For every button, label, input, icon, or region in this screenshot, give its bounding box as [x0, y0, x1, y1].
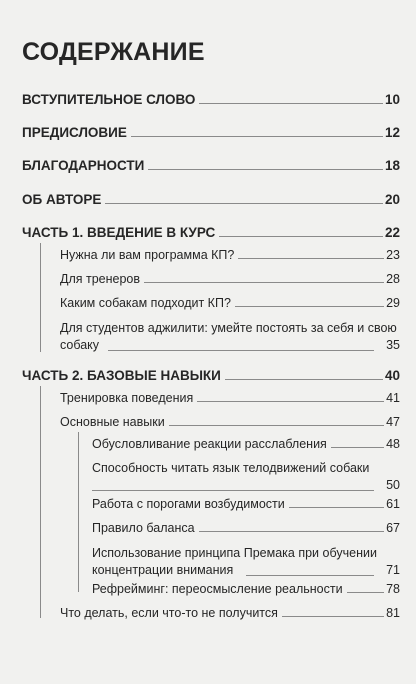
part2-bracket: [40, 386, 41, 618]
toc-entry-premack[interactable]: [92, 545, 400, 579]
toc-entry-behavior-training[interactable]: [60, 391, 400, 405]
toc-entry-relaxation[interactable]: [92, 437, 400, 451]
entry-text: ЧАСТЬ 2. БАЗОВЫЕ НАВЫКИ: [22, 368, 221, 383]
leader-line: [289, 507, 384, 508]
leader-line: [131, 136, 383, 137]
entry-page: 41: [386, 391, 400, 405]
toc-entry-troubleshooting[interactable]: [60, 606, 400, 620]
toc-entry-reframing[interactable]: [92, 582, 400, 596]
leader-line: [219, 236, 383, 237]
entry-text-line2: собаку: [60, 338, 100, 352]
entry-page: 61: [386, 497, 400, 511]
toc-entry-preface[interactable]: [22, 125, 400, 140]
entry-text-line1: Способность читать язык телодвижений собаки: [92, 461, 370, 475]
entry-text: Основные навыки: [60, 415, 165, 429]
entry-text: ЧАСТЬ 1. ВВЕДЕНИЕ В КУРС: [22, 225, 216, 240]
entry-text: Для тренеров: [60, 272, 141, 286]
entry-text: Работа с порогами возбудимости: [92, 497, 285, 511]
entry-page: 18: [384, 158, 400, 173]
entry-text: Тренировка поведения: [60, 391, 194, 405]
leader-line: [246, 575, 374, 576]
entry-page: 40: [384, 368, 400, 383]
toc-entry-which-dogs[interactable]: [60, 296, 400, 310]
entry-page: 67: [386, 521, 400, 535]
leader-line: [282, 616, 384, 617]
leader-line: [199, 103, 383, 104]
toc-entry-balance-rule[interactable]: [92, 521, 400, 535]
entry-page: 48: [386, 437, 400, 451]
toc-entry-acknowledgements[interactable]: [22, 158, 400, 173]
leader-line: [105, 203, 383, 204]
leader-line: [235, 306, 384, 307]
leader-line: [225, 379, 383, 380]
entry-text: ПРЕДИСЛОВИЕ: [22, 125, 127, 140]
entry-page: 29: [386, 296, 400, 310]
leader-line: [197, 401, 384, 402]
entry-page: 20: [384, 192, 400, 207]
toc-entry-foreword[interactable]: [22, 92, 400, 107]
entry-page: 28: [386, 272, 400, 286]
entry-text-line1: Для студентов аджилити: умейте постоять за себя и свою: [60, 321, 397, 335]
toc-entry-part2[interactable]: [22, 368, 400, 383]
entry-page: 71: [386, 563, 400, 577]
leader-line: [238, 258, 384, 259]
entry-text-line2: концентрации внимания: [92, 563, 234, 577]
toc-entry-body-language[interactable]: [92, 460, 400, 494]
entry-page: 81: [386, 606, 400, 620]
toc-entry-for-trainers[interactable]: [60, 272, 400, 286]
entry-text-line1: Использование принципа Премака при обучении: [92, 546, 377, 560]
toc-entry-basic-skills[interactable]: [60, 415, 400, 429]
toc-title: СОДЕРЖАНИЕ: [22, 38, 205, 66]
entry-text: Рефрейминг: переосмысление реальности: [92, 582, 343, 596]
part1-bracket: [40, 243, 41, 352]
leader-line: [148, 169, 383, 170]
entry-page: 22: [384, 225, 400, 240]
entry-text: Нужна ли вам программа КП?: [60, 248, 235, 262]
entry-page: 47: [386, 415, 400, 429]
entry-page: 23: [386, 248, 400, 262]
leader-line: [199, 531, 385, 532]
entry-page: 10: [384, 92, 400, 107]
toc-entry-about-author[interactable]: [22, 192, 400, 207]
basic-skills-bracket: [78, 432, 79, 592]
entry-text: ВСТУПИТЕЛЬНОЕ СЛОВО: [22, 92, 196, 107]
toc-entry-need-program[interactable]: [60, 248, 400, 262]
entry-text: Каким собакам подходит КП?: [60, 296, 231, 310]
toc-entry-agility-students[interactable]: [60, 320, 400, 354]
toc-entry-thresholds[interactable]: [92, 497, 400, 511]
leader-line: [92, 490, 374, 491]
entry-page: 35: [386, 338, 400, 352]
entry-page: 12: [384, 125, 400, 140]
entry-text: Что делать, если что-то не получится: [60, 606, 278, 620]
entry-text: Правило баланса: [92, 521, 195, 535]
entry-page: 78: [386, 582, 400, 596]
entry-text: БЛАГОДАРНОСТИ: [22, 158, 145, 173]
leader-line: [169, 425, 384, 426]
leader-line: [108, 350, 374, 351]
leader-line: [331, 447, 384, 448]
leader-line: [347, 592, 385, 593]
toc-entry-part1[interactable]: [22, 225, 400, 240]
entry-text: Обусловливание реакции расслабления: [92, 437, 327, 451]
entry-text: ОБ АВТОРЕ: [22, 192, 102, 207]
entry-page: 50: [386, 478, 400, 492]
leader-line: [144, 282, 384, 283]
